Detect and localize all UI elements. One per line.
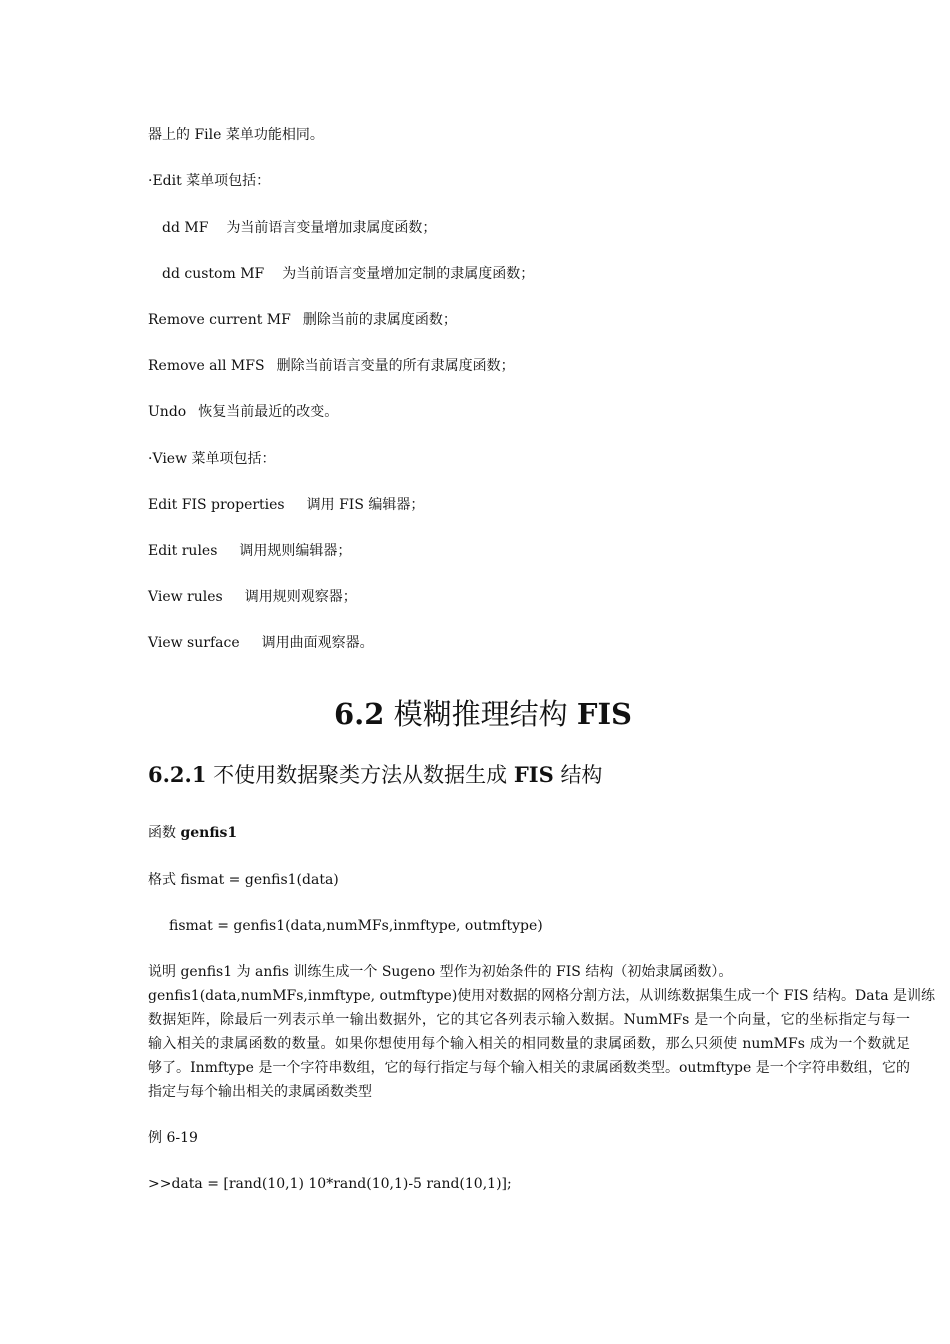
- description-line: 指定与每个输出相关的隶属函数类型: [148, 1084, 372, 1100]
- menu-item-view-rules: [148, 587, 357, 607]
- menu-item-desc: 调用规则观察器；: [244, 589, 357, 605]
- text-line-file-menu: 器上的 File 菜单功能相同。: [148, 127, 324, 143]
- menu-item-add-mf: [162, 218, 436, 238]
- format-line: 格式 fismat = genfis1(data): [148, 872, 339, 888]
- example-code: >>data = [rand(10,1) 10*rand(10,1)-5 rand(10,1)];: [148, 1176, 512, 1192]
- menu-item-desc: 删除当前的隶属度函数；: [302, 312, 457, 328]
- subsection-title-bold: FIS: [513, 762, 554, 787]
- section-heading: [0, 697, 950, 731]
- description-line: 输入相关的隶属函数的数量。如果你想使用每个输入相关的相同数量的隶属函数，那么只须使 numMFs 成为一个数就足: [148, 1036, 910, 1052]
- section-number: 6.2: [333, 697, 385, 731]
- menu-item-remove-current-mf: [148, 310, 457, 330]
- menu-item-desc: 调用规则编辑器；: [239, 543, 352, 559]
- subsection-title-suffix: 结构: [560, 763, 603, 787]
- subsection-number: 6.2.1: [148, 762, 207, 787]
- menu-item-name: dd MF: [162, 220, 209, 236]
- description-line: 够了。Inmftype 是一个字符串数组，它的每行指定与每个输入相关的隶属函数类型。outmftype 是一个字符串数组，它的: [148, 1060, 910, 1076]
- format-line-2: fismat = genfis1(data,numMFs,inmftype, outmftype): [169, 918, 543, 934]
- menu-item-name: View rules: [148, 589, 223, 605]
- menu-item-edit-rules: [148, 541, 351, 561]
- function-label: 函数: [148, 825, 176, 841]
- description-line: 说明 genfis1 为 anfis 训练生成一个 Sugeno 型作为初始条件的 FIS 结构（初始隶属函数）。: [148, 964, 733, 980]
- menu-item-name: Edit FIS properties: [148, 497, 285, 513]
- menu-item-name: Remove current MF: [148, 312, 291, 328]
- menu-item-remove-all-mfs: [148, 356, 515, 376]
- menu-item-add-custom-mf: [162, 264, 534, 284]
- menu-item-desc: 恢复当前最近的改变。: [198, 404, 339, 420]
- description-paragraph: [148, 960, 936, 1104]
- menu-item-name: View surface: [148, 635, 240, 651]
- edit-menu-heading: ·Edit 菜单项包括：: [148, 173, 271, 189]
- subsection-heading: [148, 761, 602, 789]
- example-label: 例 6-19: [148, 1130, 198, 1146]
- menu-item-desc: 为当前语言变量增加隶属度函数；: [226, 220, 437, 236]
- section-title: 模糊推理结构: [393, 697, 568, 731]
- section-title-bold: FIS: [576, 697, 632, 731]
- view-menu-heading: ·View 菜单项包括：: [148, 451, 276, 467]
- menu-item-desc: 调用 FIS 编辑器；: [306, 497, 425, 513]
- subsection-title: 不使用数据聚类方法从数据生成: [213, 763, 508, 787]
- menu-item-name: Edit rules: [148, 543, 218, 559]
- menu-item-name: dd custom MF: [162, 266, 265, 282]
- menu-item-name: Remove all MFS: [148, 358, 265, 374]
- menu-item-desc: 调用曲面观察器。: [261, 635, 374, 651]
- description-line: 数据矩阵，除最后一列表示单一输出数据外，它的其它各列表示输入数据。NumMFs 是一个向量，它的坐标指定与每一: [148, 1012, 910, 1028]
- menu-item-view-surface: [148, 633, 374, 653]
- menu-item-edit-fis-properties: [148, 495, 424, 515]
- menu-item-desc: 为当前语言变量增加定制的隶属度函数；: [282, 266, 535, 282]
- description-line: genfis1(data,numMFs,inmftype, outmftype)使用对数据的网格分割方法，从训练数据集生成一个 FIS 结构。Data 是训练: [148, 988, 936, 1004]
- menu-item-undo: [148, 402, 338, 422]
- menu-item-desc: 删除当前语言变量的所有隶属度函数；: [276, 358, 515, 374]
- function-name-line: [148, 823, 237, 843]
- function-name: genfis1: [180, 825, 238, 841]
- menu-item-name: Undo: [148, 404, 187, 420]
